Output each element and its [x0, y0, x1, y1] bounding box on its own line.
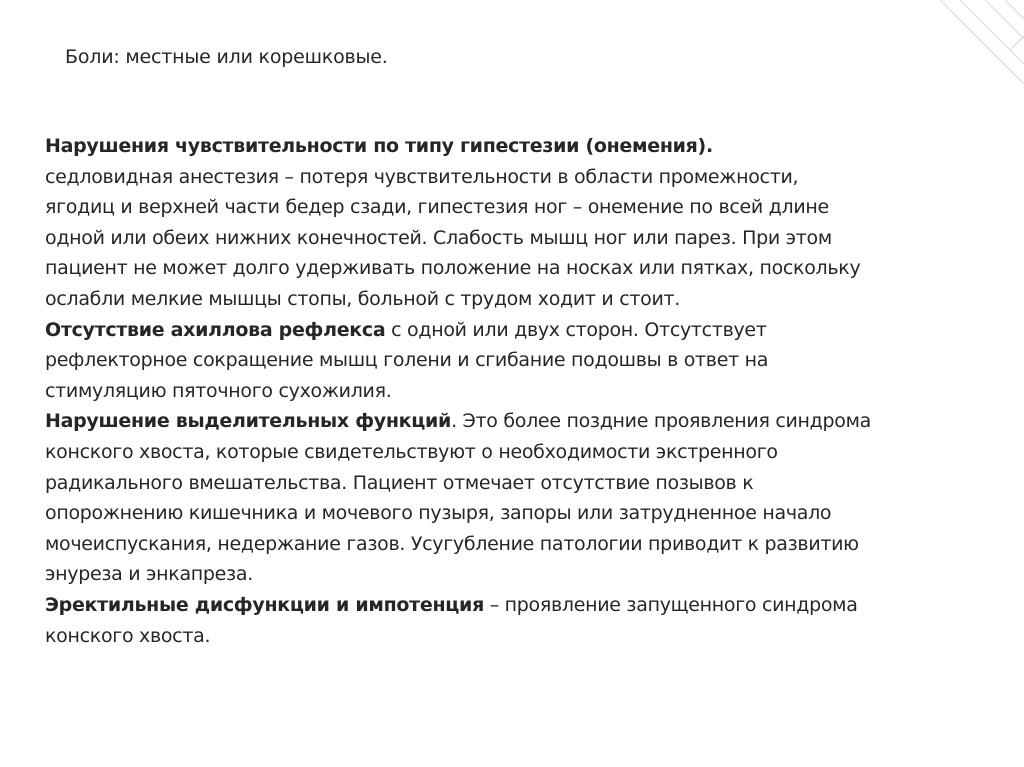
text-line: [45, 529, 985, 560]
text-body: [45, 131, 985, 651]
bold-term: Нарушения чувствительности по типу гипестезии (онемения).: [45, 135, 713, 157]
corner-line-3: [1005, 0, 1024, 19]
line-text: ослабли мелкие мышцы стопы, больной с трудом ходит и стоит.: [45, 287, 681, 310]
line-text: ягодиц и верхней части бедер сзади, гипестезия ног – онемение по всей длине: [45, 196, 829, 219]
line-text: мочеиспускания, недержание газов. Усугубление патологии приводит к развитию: [45, 532, 859, 555]
line-text: энуреза и энкапреза.: [45, 563, 253, 586]
line-text: . Это более поздние проявления синдрома: [451, 410, 871, 433]
text-line: [45, 621, 985, 652]
line-text: рефлекторное сокращение мышц голени и сгибание подошвы в ответ на: [45, 349, 769, 372]
text-line: [45, 590, 985, 621]
text-line: [45, 376, 985, 407]
bold-term: Нарушение выделительных функций: [45, 410, 452, 433]
line-text: седловидная анестезия – потеря чувствительности в области промежности,: [45, 165, 799, 188]
text-line: [45, 468, 985, 499]
text-line: [45, 498, 985, 529]
line-text: с одной или двух сторон. Отсутствует: [385, 318, 767, 341]
text-line: [45, 162, 985, 193]
text-line: [45, 315, 985, 346]
line-text: конского хвоста.: [45, 624, 211, 647]
line-text: конского хвоста, которые свидетельствуют о необходимости экстренного: [45, 440, 778, 463]
line-text: радикального вмешательства. Пациент отмечает отсутствие позывов к: [45, 471, 754, 494]
bold-term: Эректильные дисфункции и импотенция: [45, 593, 484, 616]
text-line: [45, 437, 985, 468]
text-line: [45, 406, 985, 437]
line-text: пациент не может долго удерживать положение на носках или пятках, поскольку: [45, 257, 861, 280]
pain-heading: Боли: местные или корешковые.: [65, 46, 388, 68]
corner-line-5: [1010, 36, 1024, 50]
line-text: опорожнению кишечника и мочевого пузыря, запоры или затрудненное начало: [45, 502, 832, 525]
text-line: [45, 131, 985, 162]
line-text: – проявление запущенного синдрома: [483, 593, 858, 616]
bold-term: Отсутствие ахиллова рефлекса: [45, 318, 386, 341]
text-line: [45, 253, 985, 284]
line-text: одной или обеих нижних конечностей. Слабость мышц ног или парез. При этом: [45, 226, 832, 249]
text-line: [45, 345, 985, 376]
text-line: [45, 559, 985, 590]
corner-line-2: [985, 0, 1024, 39]
text-line: [45, 284, 985, 315]
line-text: стимуляцию пяточного сухожилия.: [45, 379, 392, 402]
text-line: [45, 223, 985, 254]
corner-line-4: [940, 0, 1024, 84]
text-line: [45, 192, 985, 223]
